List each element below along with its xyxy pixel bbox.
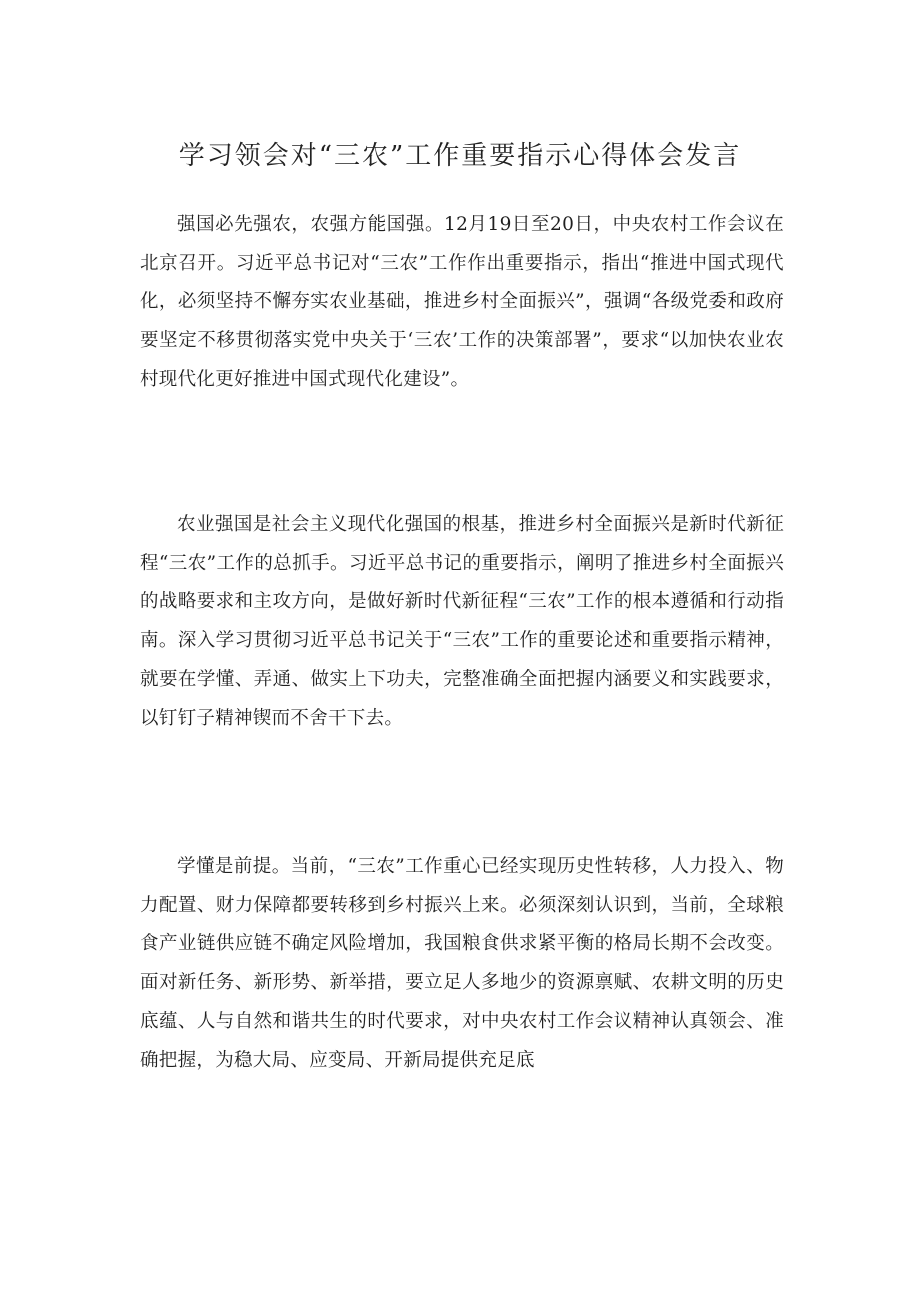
- document-title: 学习领会对“三农”工作重要指示心得体会发言: [178, 141, 742, 171]
- paragraph-1: 强国必先强农，农强方能国强。12月19日至20日，中央农村工作会议在北京召开。习近平总书记对“三农”工作作出重要指示，指出“推进中国式现代化，必须坚持不懈夯实农业基础，推进乡村全面振兴”，强调“各级党委和政府要坚定不移贯彻落实党中央关于‘三农’工作的决策部署”，要求“以加快农业农村现代化更好推进中国式现代化建设”。: [140, 214, 784, 390]
- paragraph-2: 农业强国是社会主义现代化强国的根基，推进乡村全面振兴是新时代新征程“三农”工作的总抓手。习近平总书记的重要指示，阐明了推进乡村全面振兴的战略要求和主攻方向，是做好新时代新征程“三农”工作的根本遵循和行动指南。深入学习贯彻习近平总书记关于“三农”工作的重要论述和重要指示精神，就要在学懂、弄通、做实上下功夫，完整准确全面把握内涵要义和实践要求，以钉钉子精神锲而不舍干下去。: [140, 514, 784, 729]
- paragraph-3: 学懂是前提。当前，“三农”工作重心已经实现历史性转移，人力投入、物力配置、财力保障都要转移到乡村振兴上来。必须深刻认识到，当前，全球粮食产业链供应链不确定风险增加，我国粮食供求紧平衡的格局长期不会改变。面对新任务、新形势、新举措，要立足人多地少的资源禀赋、农耕文明的历史底蕴、人与自然和谐共生的时代要求，对中央农村工作会议精神认真领会、准确把握，为稳大局、应变局、开新局提供充足底: [140, 856, 784, 1071]
